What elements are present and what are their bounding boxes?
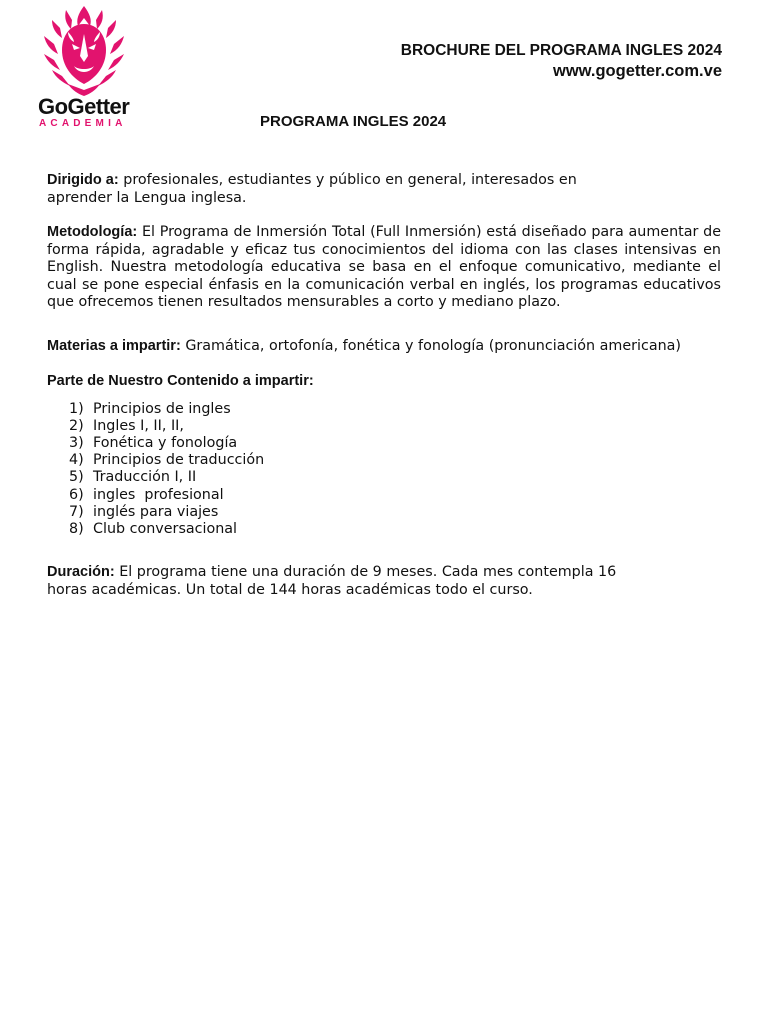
list-item-text: ingles profesional — [93, 486, 224, 503]
list-item-text: Principios de traducción — [93, 452, 265, 469]
materias-paragraph — [47, 338, 721, 356]
metodologia-paragraph — [47, 224, 721, 312]
logo-subtitle: ACADEMIA — [39, 118, 127, 129]
contenido-list — [47, 401, 721, 539]
dirigido-paragraph — [47, 172, 721, 207]
list-item-text: Traducción I, II — [93, 469, 197, 486]
list-item-text: inglés para viajes — [93, 503, 219, 520]
duracion-label: Duración: — [47, 564, 115, 581]
list-item-text: Ingles I, II, II, — [93, 417, 184, 434]
list-item-number: 2) — [69, 417, 84, 434]
materias-label: Materias a impartir: — [47, 337, 181, 354]
metodologia-label: Metodología: — [47, 224, 138, 240]
list-item-text: Club conversacional — [93, 520, 238, 537]
list-item-number: 5) — [69, 469, 84, 486]
duracion-paragraph — [47, 564, 721, 599]
list-item-number: 3) — [69, 434, 84, 451]
list-item — [69, 521, 721, 538]
list-item-number: 1) — [69, 400, 84, 417]
document-body — [47, 172, 721, 599]
brochure-title: BROCHURE DEL PROGRAMA INGLES 2024 — [400, 42, 722, 59]
dirigido-text: profesionales, estudiantes y público en general, interesados en — [118, 172, 577, 188]
dirigido-label: Dirigido a: — [47, 172, 119, 188]
list-item-text: Fonética y fonología — [93, 434, 238, 451]
contenido-label: Parte de Nuestro Contenido a impartir: — [47, 373, 314, 389]
list-item — [69, 469, 721, 486]
lion-head-icon — [38, 4, 130, 96]
list-item — [69, 487, 721, 504]
logo-name: GoGetter — [38, 94, 130, 119]
list-item-number: 6) — [69, 486, 84, 503]
header — [401, 42, 722, 82]
website-url: www.gogetter.com.ve — [552, 62, 722, 80]
duracion-text: El programa tiene una duración de 9 meses. Cada mes contempla 16 — [114, 564, 617, 581]
list-item — [69, 504, 721, 521]
list-item-number: 8) — [69, 520, 84, 537]
duracion-text-line2: horas académicas. Un total de 144 horas académicas todo el curso. — [47, 581, 533, 598]
materias-text: Gramática, ortofonía, fonética y fonología (pronunciación americana) — [180, 337, 681, 354]
list-item — [69, 401, 721, 418]
list-item — [69, 435, 721, 452]
metodologia-text: El Programa de Inmersión Total (Full Inmersión) está diseñado para aumentar de forma rápida, agradable y eficaz tus conocimientos del idioma con las clases intensivas en English. Nuestra metodología educativa se basa en el enfoque comunicativo, mediante el cual se pone especial énfasis en la comunicación verbal en inglés, los programas educativos que ofrecemos tienen resultados mensurables a corto y mediano plazo. — [47, 224, 721, 310]
list-item — [69, 418, 721, 435]
page-title: PROGRAMA INGLES 2024 — [260, 113, 447, 130]
logo — [38, 4, 138, 130]
list-item-number: 4) — [69, 452, 84, 469]
contenido-heading — [47, 373, 721, 391]
list-item-number: 7) — [69, 503, 84, 520]
list-item-text: Principios de ingles — [93, 400, 231, 417]
list-item — [69, 452, 721, 469]
dirigido-text-line2: aprender la Lengua inglesa. — [47, 189, 247, 206]
